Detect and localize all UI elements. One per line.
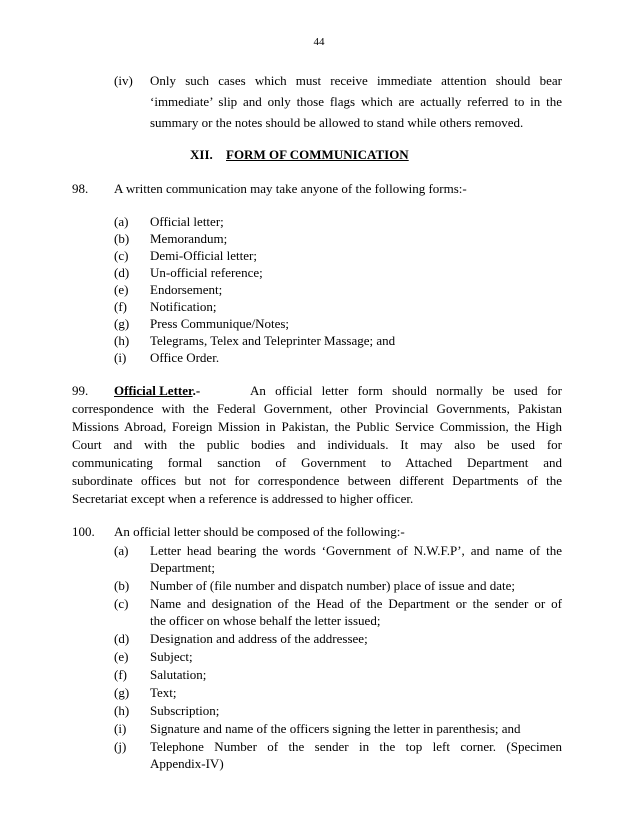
list-item-marker: (i) — [114, 350, 127, 365]
list-item: Demi-Official letter; — [150, 248, 257, 263]
list-item: Notification; — [150, 299, 217, 314]
list-item: Name and designation of the Head of the Department or the sender or of — [150, 596, 562, 611]
list-item-marker: (i) — [114, 721, 127, 736]
list-item-marker: (g) — [114, 685, 130, 700]
para99-line: correspondence with the Federal Government, other Provincial Governments, Pakistan — [72, 401, 562, 416]
list-item: Memorandum; — [150, 231, 228, 246]
list-item: Office Order. — [150, 350, 220, 365]
item-iv-line: summary or the notes should be allowed to stand while others removed. — [150, 115, 524, 130]
list-item: Text; — [150, 685, 177, 700]
list-item-marker: (d) — [114, 265, 130, 280]
list-item-marker: (j) — [114, 739, 127, 754]
para98-number: 98. — [72, 181, 89, 196]
list-item: Appendix-IV) — [150, 756, 224, 771]
item-iv-marker: (iv) — [114, 73, 133, 88]
item-iv-line: ‘immediate’ slip and only those flags which are actually referred to in the — [150, 94, 562, 109]
list-item: Salutation; — [150, 667, 207, 682]
list-item-marker: (e) — [114, 649, 129, 664]
list-item: Signature and name of the officers signing the letter in parenthesis; and — [150, 721, 521, 736]
list-item-marker: (f) — [114, 667, 127, 682]
para100-text: An official letter should be composed of the following:- — [114, 524, 405, 539]
list-item-marker: (h) — [114, 333, 130, 348]
para98-text: A written communication may take anyone of the following forms:- — [114, 181, 467, 196]
para99-line: subordinate offices but not for correspondence between different Departments of the — [72, 473, 562, 488]
para99-line: Court and with the public bodies and individuals. It may also be used for — [72, 437, 562, 452]
page-number: 44 — [313, 36, 325, 48]
list-item-marker: (f) — [114, 299, 127, 314]
para99-line: An official letter form should normally be used for — [250, 383, 562, 398]
para99-line: Secretariat except when a reference is addressed to higher officer. — [72, 491, 414, 506]
list-item: Un-official reference; — [150, 265, 263, 280]
para99-line: communicating formal sanction of Government to Attached Department and — [72, 455, 562, 470]
list-item: Department; — [150, 560, 215, 575]
list-item-marker: (c) — [114, 596, 129, 611]
para99-title: Official Letter — [114, 383, 193, 398]
list-item-marker: (a) — [114, 543, 129, 558]
list-item: Number of (file number and dispatch number) place of issue and date; — [150, 578, 515, 593]
item-iv-line: Only such cases which must receive immediate attention should bear — [150, 73, 562, 88]
section-heading-number: XII. — [190, 147, 213, 162]
para100-number: 100. — [72, 524, 95, 539]
para99-title-wrap — [114, 382, 200, 399]
list-item: Press Communique/Notes; — [150, 316, 290, 331]
list-item-marker: (e) — [114, 282, 129, 297]
list-item: Endorsement; — [150, 282, 223, 297]
list-item: the officer on whose behalf the letter issued; — [150, 613, 381, 628]
list-item: Subject; — [150, 649, 193, 664]
para99-line: Missions Abroad, Foreign Mission in Pakistan, the Public Service Commission, the High — [72, 419, 562, 434]
para99-number: 99. — [72, 383, 89, 398]
list-item-marker: (g) — [114, 316, 130, 331]
list-item-marker: (b) — [114, 231, 130, 246]
para99-title-suffix: .- — [192, 383, 201, 398]
list-item: Subscription; — [150, 703, 220, 718]
list-item-marker: (b) — [114, 578, 130, 593]
list-item-marker: (a) — [114, 214, 129, 229]
list-item: Official letter; — [150, 214, 224, 229]
list-item-marker: (h) — [114, 703, 130, 718]
section-heading-title: FORM OF COMMUNICATION — [226, 147, 409, 162]
list-item-marker: (c) — [114, 248, 129, 263]
list-item-marker: (d) — [114, 631, 130, 646]
list-item: Letter head bearing the words ‘Government of N.W.F.P’, and name of the — [150, 543, 562, 558]
list-item: Designation and address of the addressee; — [150, 631, 368, 646]
list-item: Telegrams, Telex and Teleprinter Massage; and — [150, 333, 396, 348]
list-item: Telephone Number of the sender in the top left corner. (Specimen — [150, 739, 562, 754]
